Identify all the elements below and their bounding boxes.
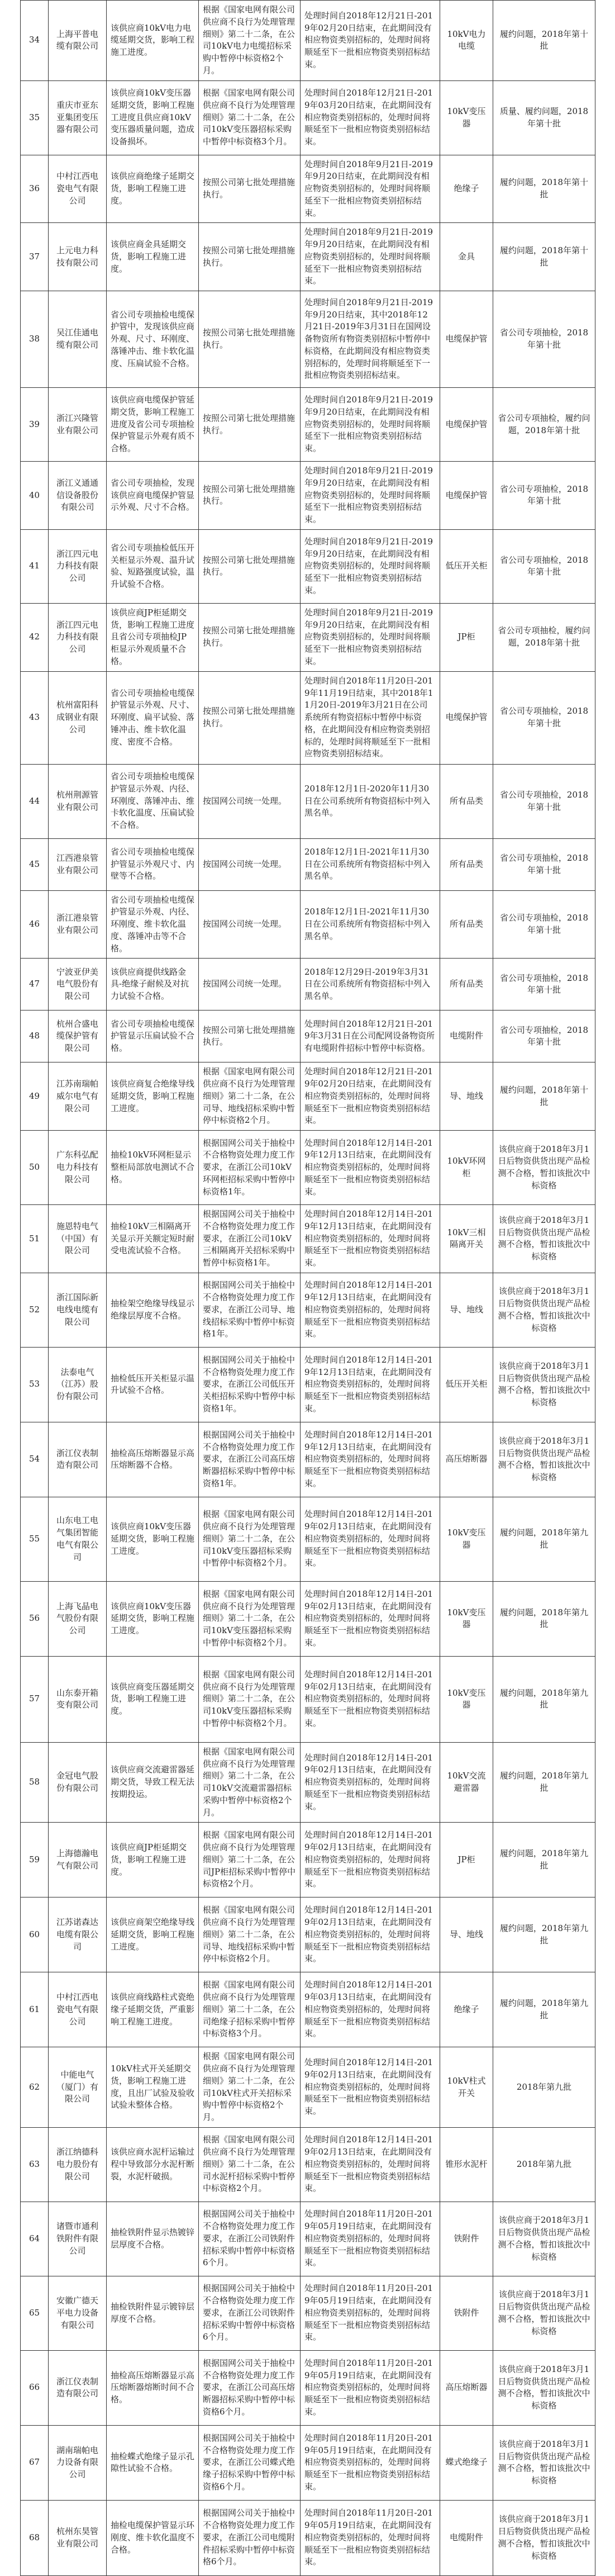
product-category: 10kV环网柜: [440, 1131, 493, 1205]
penalty-measure: 处理时间自2018年9月21日-2019年9月20日结束，在此期间没有相应物资类别招标的，处理时间将顺延至下一批相应物资类别招标结束。: [301, 155, 440, 223]
product-category: 金具: [440, 223, 493, 291]
penalty-measure: 处理时间自2018年12月14日-2019年12月13日结束，在此期间没有相应物资类别招标的，处理时间将顺延至下一批相应物资类别招标结束。: [301, 1131, 440, 1205]
issue-description: 该供应商交流避雷器延期交货，导致工程无法按期投运。: [107, 1742, 199, 1823]
result-note: 省公司专项抽检，履约问题，2018年第十批: [493, 388, 595, 462]
result-note: 该供应商于2018年3月1日后物资供货出现产品检测不合格，暂扣该批次中标资格: [493, 2350, 595, 2425]
supplier-name: 法泰电气（江苏）股份有限公司: [49, 1347, 107, 1422]
product-category: 电缆保护管: [440, 388, 493, 462]
product-category: 10kV变压器: [440, 80, 493, 155]
penalty-basis: 按国网公司统一处理。: [199, 959, 301, 1011]
table-row: [21, 2276, 595, 2350]
table-row: [21, 2350, 595, 2425]
result-note: 该供应商于2018年3月1日后物资供货出现产品检测不合格，暂扣该批次中标资格: [493, 1205, 595, 1273]
supplier-name: 中能电气（厦门）有限公司: [49, 2047, 107, 2128]
table-row: [21, 1422, 595, 1497]
supplier-name: 上元电力科技有限公司: [49, 223, 107, 291]
penalty-basis: 根据《国家电网有限公司供应商不良行为处理管理细则》第二十二条，在公司10kV变压器招标采购中暂停中标资格2个月。: [199, 1656, 301, 1742]
product-category: 铁附件: [440, 2202, 493, 2276]
penalty-basis: 按国网公司统一处理。: [199, 838, 301, 890]
row-number: 64: [21, 2202, 49, 2276]
row-number: 47: [21, 959, 49, 1011]
supplier-name: 杭州富阳科成钢业有限公司: [49, 671, 107, 764]
supplier-name: 浙江仪表制造有限公司: [49, 1422, 107, 1497]
supplier-name: 中村江西电瓷电气有限公司: [49, 155, 107, 223]
issue-description: 省公司专项抽检电缆保护管显示外观、内径、环刚度、维卡软化温度、落锤冲击等不合格。: [107, 890, 199, 959]
penalty-basis: 根据国网公司关于抽检中不合格物资处理力度工作要求，在浙江公司铁附件招标采购中暂停中标资格6个月。: [199, 2276, 301, 2350]
supplier-name: 浙江义通通信设备股份有限公司: [49, 462, 107, 530]
result-note: 履约问题，2018年第九批: [493, 1497, 595, 1581]
supplier-name: 浙江仪表制造有限公司: [49, 2350, 107, 2425]
penalty-measure: 处理时间自2018年11月20日-2019年05月19日结束，在此期间没有相应物资类别招标的，处理时间将顺延至下一批相应物资类别招标结束。: [301, 2350, 440, 2425]
issue-description: 省公司专项抽检电缆保护管显示外观尺寸、内壁等不合格。: [107, 838, 199, 890]
penalty-basis: 根据《国家电网有限公司供应商不良行为处理管理细则》第二十二条，在公司10kV交流避雷器招标采购中暂停中标资格2个月。: [199, 1742, 301, 1823]
penalty-measure: 处理时间自2018年9月21日-2019年9月20日结束，在此期间没有相应物资类别招标的，处理时间将顺延至下一批相应物资类别招标结束。: [301, 388, 440, 462]
penalty-basis: 按国网公司统一处理。: [199, 890, 301, 959]
row-number: 57: [21, 1656, 49, 1742]
row-number: 52: [21, 1273, 49, 1347]
penalty-measure: 处理时间自2018年12月14日-2019年02月13日结束，在此期间没有相应物资类别招标的，处理时间将顺延至下一批相应物资类别招标结束。: [301, 1656, 440, 1742]
issue-description: 该供应商复合绝缘导线延期交货，影响工程施工进度。: [107, 1062, 199, 1131]
product-category: 导、地线: [440, 1273, 493, 1347]
penalty-measure: 处理时间自2018年11月20日-2019年05月19日结束，在此期间没有相应物资类别招标的，处理时间将顺延至下一批相应物资类别招标结束。: [301, 2425, 440, 2500]
penalty-basis: 按照公司第七批处理措施执行。: [199, 529, 301, 603]
result-note: 该供应商于2018年3月1日后物资供货出现产品检测不合格，暂扣该批次中标资格: [493, 1422, 595, 1497]
issue-description: 抽检蝶式绝缘子显示孔隙性试验不合格。: [107, 2425, 199, 2500]
product-category: 电缆保护管: [440, 462, 493, 530]
row-number: 48: [21, 1011, 49, 1062]
penalty-basis: 根据《国家电网有限公司供应商不良行为处理管理细则》第二十二条，在公司水泥杆招标采购中暂停中标资格2个月。: [199, 2127, 301, 2202]
product-category: 10kV变压器: [440, 1656, 493, 1742]
table-row: [21, 1011, 595, 1062]
table-row: [21, 2127, 595, 2202]
result-note: 该供应商于2018年3月1日后物资供货出现产品检测不合格，暂扣该批次中标资格: [493, 1131, 595, 1205]
table-row: [21, 1205, 595, 1273]
result-note: 省公司专项抽检，2018年第十批: [493, 890, 595, 959]
row-number: 43: [21, 671, 49, 764]
table-row: [21, 1656, 595, 1742]
penalty-basis: 按照公司第七批处理措施执行。: [199, 388, 301, 462]
penalty-basis: 按照公司第七批处理措施执行。: [199, 223, 301, 291]
issue-description: 省公司专项抽检电缆保护管显示压扁试验不合格。: [107, 1011, 199, 1062]
row-number: 56: [21, 1581, 49, 1656]
supplier-name: 上海飞晶电气股份有限公司: [49, 1581, 107, 1656]
supplier-name: 重庆市亚东亚集团变压器有限公司: [49, 80, 107, 155]
product-category: JP柜: [440, 1823, 493, 1897]
penalty-basis: 根据《国家电网有限公司供应商不良行为处理管理细则》第二十二条，在公司10kV变压器招标采购中暂停中标资格2个月。: [199, 1497, 301, 1581]
penalty-basis: 根据《国家电网有限公司供应商不良行为处理管理细则》第二十二条，在公司导、地线招标采购中暂停中标资格2个月。: [199, 1062, 301, 1131]
result-note: 2018年第九批: [493, 2047, 595, 2128]
product-category: 10kV交流避雷器: [440, 1742, 493, 1823]
table-row: [21, 388, 595, 462]
product-category: 电缆附件: [440, 2500, 493, 2575]
table-row: [21, 1742, 595, 1823]
result-note: 该供应商于2018年3月1日后物资供货出现产品检测不合格，暂扣该批次中标资格: [493, 2276, 595, 2350]
product-category: 导、地线: [440, 1062, 493, 1131]
result-note: 省公司专项抽检，2018年第十批: [493, 671, 595, 764]
row-number: 59: [21, 1823, 49, 1897]
penalty-measure: 处理时间自2018年12月14日-2019年02月13日结束，在此期间没有相应物资类别招标的，处理时间将顺延至下一批相应物资类别招标结束。: [301, 2127, 440, 2202]
penalty-basis: 按照公司第七批处理措施执行。: [199, 155, 301, 223]
supplier-name: 浙江港泉管业有限公司: [49, 890, 107, 959]
result-note: 该供应商于2018年3月1日后物资供货出现产品检测不合格，暂扣该批次中标资格: [493, 2500, 595, 2575]
issue-description: 省公司专项抽检电缆保护管中，发现该供应商外观、尺寸、环刚度、落锤冲击、维卡软化温度、压扁试验不合格。: [107, 291, 199, 388]
issue-description: 该供应商水泥杆运输过程中导致部分水泥杆断裂，水泥杆破损。: [107, 2127, 199, 2202]
penalty-measure: 处理时间自2018年9月21日-2019年9月20日结束，在此期间没有相应物资类别招标的，处理时间将顺延至下一批相应物资类别招标结束。: [301, 529, 440, 603]
issue-description: 省公司专项抽检低压开关柜显示外观、温升试验、短路强度试验，温升试验不合格。: [107, 529, 199, 603]
row-number: 46: [21, 890, 49, 959]
penalty-measure: 处理时间自2018年12月14日-2019年12月13日结束，在此期间没有相应物资类别招标的，处理时间将顺延至下一批相应物资类别招标结束。: [301, 1347, 440, 1422]
penalty-basis: 按国网公司统一处理。: [199, 764, 301, 838]
product-category: 导、地线: [440, 1897, 493, 1972]
row-number: 61: [21, 1972, 49, 2047]
penalty-basis: 根据国网公司关于抽检中不合格物资处理力度工作要求，在浙江公司高压熔断器招标采购中暂停中标资格1年。: [199, 1422, 301, 1497]
result-note: 履约问题，2018年第九批: [493, 1656, 595, 1742]
row-number: 37: [21, 223, 49, 291]
issue-description: 该供应商变压器延期交货，影响工程施工进度。: [107, 1656, 199, 1742]
penalty-measure: 处理时间自2018年12月21日-2019年3月31日在公司配网设备物资所有电缆附件招标中暂停中标资格。: [301, 1011, 440, 1062]
row-number: 45: [21, 838, 49, 890]
issue-description: 该供应商架空绝缘导线延期交货，影响工程施工进度。: [107, 1897, 199, 1972]
row-number: 67: [21, 2425, 49, 2500]
product-category: 所有品类: [440, 890, 493, 959]
supplier-name: 金冠电气股份有限公司: [49, 1742, 107, 1823]
row-number: 62: [21, 2047, 49, 2128]
table-row: [21, 1897, 595, 1972]
supplier-name: 安徽广德天平电力设备有限公司: [49, 2276, 107, 2350]
penalty-measure: 2018年12月1日-2021年11月30日在公司系统所有物资招标中列入黑名单。: [301, 838, 440, 890]
result-note: 履约问题，2018年第九批: [493, 1897, 595, 1972]
supplier-name: 浙江兴隆管业有限公司: [49, 388, 107, 462]
product-category: 10kV三相隔离开关: [440, 1205, 493, 1273]
penalty-measure: 2018年12月29日-2019年3月31日在公司系统所有物资招标中列入黑名单。: [301, 959, 440, 1011]
product-category: 绝缘子: [440, 1972, 493, 2047]
row-number: 63: [21, 2127, 49, 2202]
product-category: JP柜: [440, 603, 493, 671]
issue-description: 抽检铁附件显示镀锌层厚度不合格。: [107, 2276, 199, 2350]
penalty-measure: 处理时间自2018年9月21日-2019年9月20日结束，在此期间没有相应物资类别招标的，处理时间将顺延至下一批相应物资类别招标结束。: [301, 603, 440, 671]
table-row: [21, 462, 595, 530]
issue-description: 该供应商10kV电力电缆延期交货，影响工程施工进度。: [107, 1, 199, 81]
penalty-measure: 2018年12月1日-2020年11月30日在公司系统所有物资招标中列入黑名单。: [301, 764, 440, 838]
product-category: 电缆保护管: [440, 291, 493, 388]
supplier-name: 湖南瑞帕电力设备有限公司: [49, 2425, 107, 2500]
penalty-basis: 按照公司第七批处理措施执行。: [199, 291, 301, 388]
issue-description: 省公司专项抽检电缆保护管显示外观、尺寸、环刚度、扁平试验、落锤冲击、维卡软化温度、密度不合格。: [107, 671, 199, 764]
result-note: 该供应商于2018年3月1日后物资供货出现产品检测不合格，暂扣该批次中标资格: [493, 1273, 595, 1347]
row-number: 55: [21, 1497, 49, 1581]
table-body: [21, 1, 595, 2576]
product-category: 电缆保护管: [440, 671, 493, 764]
row-number: 36: [21, 155, 49, 223]
row-number: 41: [21, 529, 49, 603]
table-row: [21, 2047, 595, 2128]
result-note: 省公司专项抽检，2018年第十批: [493, 291, 595, 388]
penalty-measure: 处理时间自2018年12月14日-2019年02月13日结束，在此期间没有相应物资类别招标的，处理时间将顺延至下一批相应物资类别招标结束。: [301, 1742, 440, 1823]
penalty-basis: 根据《国家电网有限公司供应商不良行为处理管理细则》第二十二条，在公司10kV变压器招标采购中暂停中标资格2个月。: [199, 1581, 301, 1656]
issue-description: 该供应商10kV变压器延期交货，影响工程施工进度。: [107, 1497, 199, 1581]
table-row: [21, 1, 595, 81]
result-note: 履约问题，2018年第十批: [493, 1062, 595, 1131]
issue-description: 省公司专项抽检电缆保护管显示外观、内径、环刚度、落锤冲击、维卡软化温度、压扁试验不合格。: [107, 764, 199, 838]
penalty-measure: 处理时间自2018年12月14日-2019年02月13日结束，在此期间没有相应物资类别招标的，处理时间将顺延至下一批相应物资类别招标结束。: [301, 2047, 440, 2128]
product-category: 所有品类: [440, 764, 493, 838]
issue-description: 该供应商JP柜延期交货，影响工程施工进度且省公司专项抽检JP柜显示外观质量不合格。: [107, 603, 199, 671]
product-category: 高压熔断器: [440, 1422, 493, 1497]
penalty-basis: 根据《国家电网有限公司供应商不良行为处理管理细则》第二十二条，在公司JP柜招标采购中暂停中标资格2个月。: [199, 1823, 301, 1897]
result-note: 2018年第九批: [493, 2127, 595, 2202]
table-row: [21, 1347, 595, 1422]
penalty-measure: 处理时间自2018年11月20日-2019年05月19日结束，在此期间没有相应物资类别招标的，处理时间将顺延至下一批相应物资类别招标结束。: [301, 2276, 440, 2350]
issue-description: 该供应商电缆保护管延期交货，影响工程施工进度及省公司专项抽检保护管显示外观有质不合格。: [107, 388, 199, 462]
penalty-basis: 根据《国家电网有限公司供应商不良行为处理管理细则》第二十二条，在公司10kV变压器招标采购中暂停中标资格3个月。: [199, 80, 301, 155]
product-category: 蝶式绝缘子: [440, 2425, 493, 2500]
penalty-measure: 处理时间自2018年11月20日-2019年05月19日结束，在此期间没有相应物资类别招标的，处理时间将顺延至下一批相应物资类别招标结束。: [301, 2202, 440, 2276]
table-row: [21, 2500, 595, 2575]
product-category: 所有品类: [440, 838, 493, 890]
penalty-measure: 处理时间自2018年12月21日-2019年03月20日结束，在此期间没有相应物资类别招标的，处理时间将顺延至下一批相应物资类别招标结束。: [301, 80, 440, 155]
product-category: 高压熔断器: [440, 2350, 493, 2425]
table-row: [21, 603, 595, 671]
row-number: 51: [21, 1205, 49, 1273]
row-number: 34: [21, 1, 49, 81]
result-note: 该供应商于2018年3月1日后物资供货出现产品检测不合格，暂扣该批次中标资格: [493, 1347, 595, 1422]
table-row: [21, 1062, 595, 1131]
penalty-basis: 根据国网公司关于抽检中不合格物资处理力度工作要求，在浙江公司低压开关柜招标采购中暂停中标资格1年。: [199, 1347, 301, 1422]
result-note: 省公司专项抽检，2018年第十批: [493, 764, 595, 838]
penalty-measure: 处理时间自2018年12月14日-2019年12月13日结束，在此期间没有相应物资类别招标的，处理时间将顺延至下一批相应物资类别招标结束。: [301, 1273, 440, 1347]
penalty-basis: 根据《国家电网有限公司供应商不良行为处理管理细则》第二十二条，在公司10kV柱式开关招标采购中暂停中标资格2个月。: [199, 2047, 301, 2128]
row-number: 38: [21, 291, 49, 388]
row-number: 35: [21, 80, 49, 155]
penalty-measure: 处理时间自2018年9月21日-2019年9月20日结束，在此期间没有相应物资类别招标的，处理时间将顺延至下一批相应物资类别招标结束。: [301, 223, 440, 291]
issue-description: 该供应商绝缘子延期交货，影响工程施工进度。: [107, 155, 199, 223]
table-row: [21, 890, 595, 959]
row-number: 53: [21, 1347, 49, 1422]
result-note: 履约问题，2018年第十批: [493, 155, 595, 223]
supplier-name: 广东科弘配电力科技有限公司: [49, 1131, 107, 1205]
issue-description: 该供应商金具延期交货，影响工程施工进度。: [107, 223, 199, 291]
product-category: 电缆附件: [440, 1011, 493, 1062]
row-number: 60: [21, 1897, 49, 1972]
supplier-name: 杭州荆源管业有限公司: [49, 764, 107, 838]
result-note: 履约问题，2018年第九批: [493, 1823, 595, 1897]
row-number: 58: [21, 1742, 49, 1823]
result-note: 质量、履约问题，2018年第十批: [493, 80, 595, 155]
supplier-name: 浙江四元电力科技有限公司: [49, 603, 107, 671]
penalty-measure: 处理时间自2018年12月21日-2019年02月20日结束，在此期间没有相应物资类别招标的，处理时间将顺延至下一批相应物资类别招标结束。: [301, 1062, 440, 1131]
issue-description: 该供应商JP柜延期交货，影响工程施工进度。: [107, 1823, 199, 1897]
supplier-name: 江苏诺森达电缆有限公司: [49, 1897, 107, 1972]
result-note: 省公司专项抽检，履约问题，2018年第十批: [493, 603, 595, 671]
penalty-basis: 按照公司第七批处理措施执行。: [199, 1011, 301, 1062]
product-category: 10kV变压器: [440, 1497, 493, 1581]
penalty-measure: 处理时间自2018年12月14日-2019年02月13日结束，在此期间没有相应物资类别招标的，处理时间将顺延至下一批相应物资类别招标结束。: [301, 1823, 440, 1897]
result-note: 省公司专项抽检，2018年第十批: [493, 529, 595, 603]
penalty-measure: 处理时间自2018年9月21日-2019年9月20日结束，其中2018年12月21日-2019年3月31日在国网设备物资所有物资类别招标中暂停中标资格，在此期间没有相应物资类别招标的，处理时间将顺延至下一批相应物资类别招标结束。: [301, 291, 440, 388]
penalty-measure: 处理时间自2018年9月21日-2019年9月20日结束，在此期间没有相应物资类别招标的，处理时间将顺延至下一批相应物资类别招标结束。: [301, 462, 440, 530]
penalty-basis: 根据国网公司关于抽检中不合格物资处理力度工作要求，在浙江公司铁附件招标采购中暂停中标资格6个月。: [199, 2202, 301, 2276]
supplier-name: 杭州东昊管业有限公司: [49, 2500, 107, 2575]
supplier-name: 山东泰开箱变有限公司: [49, 1656, 107, 1742]
row-number: 40: [21, 462, 49, 530]
penalty-measure: 处理时间自2018年11月20日-2019年11月19日结束，其中2018年11月20日-2019年3月21日在公司系统所有物资招标中暂停中标资格，在此期间没有相应物资类别招标的，处理时间将顺延至下一批相应物资类别招标结束。: [301, 671, 440, 764]
row-number: 65: [21, 2276, 49, 2350]
row-number: 50: [21, 1131, 49, 1205]
issue-description: 抽检架空绝缘导线显示绝缘层厚度不合格。: [107, 1273, 199, 1347]
result-note: 履约问题，2018年第九批: [493, 1972, 595, 2047]
penalty-measure: 处理时间自2018年12月14日-2019年02月13日结束，在此期间没有相应物资类别招标的，处理时间将顺延至下一批相应物资类别招标结束。: [301, 1497, 440, 1581]
result-note: 该供应商于2018年3月1日后物资供货出现产品检测不合格，暂扣该批次中标资格: [493, 2425, 595, 2500]
table-row: [21, 838, 595, 890]
table-row: [21, 1131, 595, 1205]
table-row: [21, 764, 595, 838]
supplier-name: 浙江四元电力科技有限公司: [49, 529, 107, 603]
penalty-measure: 处理时间自2018年12月14日-2019年03月13日结束，在此期间没有相应物资类别招标的，处理时间将顺延至下一批相应物资类别招标结束。: [301, 1972, 440, 2047]
product-category: 铁附件: [440, 2276, 493, 2350]
penalty-basis: 根据国网公司关于抽检中不合格物资处理力度工作要求，在浙江公司10kV环网柜招标采购中暂停中标资格1年。: [199, 1131, 301, 1205]
product-category: 低压开关柜: [440, 529, 493, 603]
issue-description: 抽检高压熔断器显示高压熔断器不合格。: [107, 1422, 199, 1497]
penalty-basis: 按照公司第七批处理措施执行。: [199, 671, 301, 764]
penalty-basis: 根据《国家电网有限公司供应商不良行为处理管理细则》第二十二条，在公司10kV电力电缆招标采购中暂停中标资格2个月。: [199, 1, 301, 81]
supplier-penalty-table: [20, 0, 595, 2576]
table-row: [21, 1581, 595, 1656]
table-row: [21, 671, 595, 764]
row-number: 68: [21, 2500, 49, 2575]
issue-description: 该供应商10kV变压器延期交货，影响工程施工进度且供应商10kV变压器质量问题，造成设备损坏。: [107, 80, 199, 155]
product-category: 10kV电力电缆: [440, 1, 493, 81]
table-row: [21, 1497, 595, 1581]
penalty-basis: 根据《国家电网有限公司供应商不良行为处理管理细则》第二十二条，在公司导、地线招标采购中暂停中标资格2个月。: [199, 1897, 301, 1972]
product-category: 锥形水泥杆: [440, 2127, 493, 2202]
result-note: 履约问题，2018年第十批: [493, 1, 595, 81]
row-number: 39: [21, 388, 49, 462]
penalty-basis: 按照公司第七批处理措施执行。: [199, 462, 301, 530]
issue-description: 10kV柱式开关延期交货，影响工程施工进度，且出厂试验及验收试验未整体合格。: [107, 2047, 199, 2128]
result-note: 履约问题，2018年第九批: [493, 1742, 595, 1823]
penalty-measure: 处理时间自2018年12月21日-2019年02月20日结束，在此期间没有相应物资类别招标的，处理时间将顺延至下一批相应物资类别招标结束。: [301, 1, 440, 81]
supplier-name: 浙江纳德科电力股份有限公司: [49, 2127, 107, 2202]
table-row: [21, 2202, 595, 2276]
row-number: 66: [21, 2350, 49, 2425]
table-row: [21, 223, 595, 291]
issue-description: 抽检电缆保护管显示环刚度、维卡软化温度不合格。: [107, 2500, 199, 2575]
product-category: 低压开关柜: [440, 1347, 493, 1422]
penalty-basis: 根据《国家电网有限公司供应商不良行为处理管理细则》第二十二条，在公司绝缘子招标采购中暂停中标资格3个月。: [199, 1972, 301, 2047]
supplier-name: 江苏南瑞帕威尔电气有限公司: [49, 1062, 107, 1131]
penalty-basis: 根据国网公司关于抽检中不合格物资处理力度工作要求，在浙江公司高压熔断器招标采购中暂停中标资格6个月。: [199, 2350, 301, 2425]
table-row: [21, 2425, 595, 2500]
result-note: 省公司专项抽检，2018年第十批: [493, 462, 595, 530]
table-row: [21, 291, 595, 388]
supplier-name: 杭州合盛电缆保护管有限公司: [49, 1011, 107, 1062]
supplier-name: 宁波亚伊美电气股份有限公司: [49, 959, 107, 1011]
result-note: 履约问题，2018年第九批: [493, 1581, 595, 1656]
penalty-basis: 根据国网公司关于抽检中不合格物资处理力度工作要求，在浙江公司10kV三相隔离开关招标采购中暂停中标资格1年。: [199, 1205, 301, 1273]
row-number: 42: [21, 603, 49, 671]
penalty-basis: 按照公司第七批处理措施执行。: [199, 603, 301, 671]
issue-description: 该供应商10kV变压器延期交货，影响工程施工进度。: [107, 1581, 199, 1656]
supplier-name: 浙江国际新电线电缆有限公司: [49, 1273, 107, 1347]
product-category: 10kV变压器: [440, 1581, 493, 1656]
issue-description: 抽检低压开关柜显示温升试验不合格。: [107, 1347, 199, 1422]
penalty-measure: 处理时间自2018年11月20日-2019年05月19日结束，在此期间没有相应物资类别招标的，处理时间将顺延至下一批相应物资类别招标结束。: [301, 2500, 440, 2575]
result-note: 省公司专项抽检，2018年第十批: [493, 1011, 595, 1062]
table-row: [21, 529, 595, 603]
issue-description: 抽检高压熔断器显示高压熔断器熔断时间不合格。: [107, 2350, 199, 2425]
penalty-measure: 2018年12月1日-2021年11月30日在公司系统所有物资招标中列入黑名单。: [301, 890, 440, 959]
table-row: [21, 959, 595, 1011]
penalty-measure: 处理时间自2018年12月14日-2019年02月13日结束，在此期间没有相应物资类别招标的，处理时间将顺延至下一批相应物资类别招标结束。: [301, 1897, 440, 1972]
product-category: 所有品类: [440, 959, 493, 1011]
supplier-name: 吴江佳通电缆有限公司: [49, 291, 107, 388]
supplier-name: 中村江西电瓷电气有限公司: [49, 1972, 107, 2047]
issue-description: 抽检10kV环网柜显示整柜局部放电测试不合格。: [107, 1131, 199, 1205]
supplier-name: 诸暨市通利铁附件有限公司: [49, 2202, 107, 2276]
supplier-name: 江西港泉管业有限公司: [49, 838, 107, 890]
penalty-measure: 处理时间自2018年12月14日-2019年02月13日结束，在此期间没有相应物资类别招标的，处理时间将顺延至下一批相应物资类别招标结束。: [301, 1581, 440, 1656]
table-row: [21, 1972, 595, 2047]
result-note: 省公司专项抽检，2018年第十批: [493, 959, 595, 1011]
issue-description: 该供应商线路柱式瓷绝缘子延期交货，严重影响工程施工进度。: [107, 1972, 199, 2047]
product-category: 10kV柱式开关: [440, 2047, 493, 2128]
issue-description: 抽检铁附件显示热镀锌层厚度不合格。: [107, 2202, 199, 2276]
table-row: [21, 1823, 595, 1897]
row-number: 49: [21, 1062, 49, 1131]
row-number: 44: [21, 764, 49, 838]
penalty-basis: 根据国网公司关于抽检中不合格物资处理力度工作要求，在浙江公司导、地线招标采购中暂停中标资格1年。: [199, 1273, 301, 1347]
table-row: [21, 1273, 595, 1347]
supplier-name: 上海德瀚电气有限公司: [49, 1823, 107, 1897]
supplier-name: 山东电工电气集团智能电气有限公司: [49, 1497, 107, 1581]
issue-description: 抽检10kV三相隔离开关显示开关额定短时耐受电流试验不合格。: [107, 1205, 199, 1273]
penalty-basis: 根据国网公司关于抽检中不合格物资处理力度工作要求，在浙江公司蝶式绝缘子招标采购中暂停中标资格6个月。: [199, 2425, 301, 2500]
penalty-measure: 处理时间自2018年12月14日-2019年12月13日结束，在此期间没有相应物资类别招标的，处理时间将顺延至下一批相应物资类别招标结束。: [301, 1422, 440, 1497]
result-note: 省公司专项抽检，2018年第十批: [493, 838, 595, 890]
result-note: 该供应商于2018年3月1日后物资供货出现产品检测不合格，暂扣该批次中标资格: [493, 2202, 595, 2276]
supplier-name: 施恩特电气（中国）有限公司: [49, 1205, 107, 1273]
product-category: 绝缘子: [440, 155, 493, 223]
row-number: 54: [21, 1422, 49, 1497]
result-note: 履约问题，2018年第十批: [493, 223, 595, 291]
issue-description: 省公司专项抽检，发现该供应商电缆保护管显示外观、尺寸不合格。: [107, 462, 199, 530]
penalty-basis: 根据国网公司关于抽检中不合格物资处理力度工作要求，在浙江公司电缆附件招标采购中暂停中标资格6个月。: [199, 2500, 301, 2575]
table-row: [21, 80, 595, 155]
supplier-name: 上海平普电缆有限公司: [49, 1, 107, 81]
penalty-measure: 处理时间自2018年12月14日-2019年12月13日结束，在此期间没有相应物资类别招标的，处理时间将顺延至下一批相应物资类别招标结束。: [301, 1205, 440, 1273]
table-row: [21, 155, 595, 223]
issue-description: 该供应商提供线路金具-绝缘子耐候及对抗力试验不合格。: [107, 959, 199, 1011]
